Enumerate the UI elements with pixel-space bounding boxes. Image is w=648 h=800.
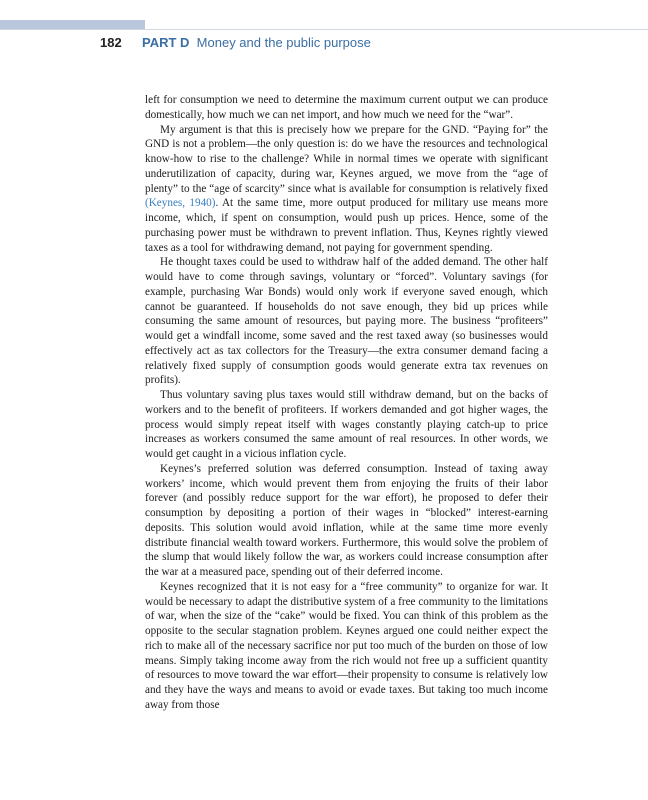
paragraph: Thus voluntary saving plus taxes would still withdraw demand, but on the backs of workers and to the benefit of profiteers. If workers demanded and got higher wages, the process would simply repeat itself with wages constantly playing catch-up to price increases as workers consumed the same amount of real resources. In other words, we would get caught in a vicious inflation cycle. (145, 389, 548, 460)
paragraph: Keynes recognized that it is not easy for a “free community” to organize for war. It would be necessary to adapt the distributive system of a free community to the limitations of war, when the size of the “cake” would be fixed. You can think of this problem as the opposite to the secular stagnation problem. Keynes argued one could neither expect the rich to make all of the necessary sacrifice nor put too much of the burden on those of low means. Simply taking income away from the rich would not free up a sufficient quantity of resources to move toward the war effort—their propensity to consume is relatively low and they have the ways and means to avoid or evade taxes. But taking too much income away from those (145, 580, 548, 711)
part-prefix: PART D (142, 35, 190, 50)
paragraph: My argument is that this is precisely how we prepare for the GND. “Paying for” the GND is not a problem—the only question is: do we have the resources and technological know-how to rise to the challenge? While in normal times we operate with significant underutilization of capacity, during war, Keynes argued, we move from the “age of plenty” to the “age of scarcity” since what is available for consumption is relatively fixed (Keynes, 1940). At the same time, more output produced for military use means more income, which, if spent on consumption, would push up prices. Hence, some of the purchasing power must be withdrawn to prevent inflation. Thus, Keynes rightly viewed taxes as a tool for withdrawing demand, not paying for government spending. (145, 123, 548, 254)
header-rule (0, 29, 648, 30)
paragraph: Keynes’s preferred solution was deferred consumption. Instead of taxing away workers’ income, which would prevent them from enjoying the fruits of their labor forever (and possibly reduce support for the war effort), he proposed to defer their consumption by depositing a portion of their wages in “blocked” interest-earning deposits. This solution would avoid inflation, while at the same time more evenly distribute financial wealth toward workers. Furthermore, this would solve the problem of the slump that would likely follow the war, as workers could increase consumption after the war at a measured pace, spending out of their deferred income. (145, 462, 548, 578)
header-accent-bar (0, 20, 145, 29)
citation-link[interactable]: (Keynes, 1940) (145, 197, 216, 210)
part-title-text: Money and the public purpose (196, 35, 371, 50)
paragraph: He thought taxes could be used to withdraw half of the added demand. The other half would have to come through savings, voluntary or “forced”. Voluntary savings (for example, purchasing War Bonds) would only work if everyone saved enough, which cannot be guaranteed. If households do not save enough, they bid up prices while consuming the same amount of resources, but paying more. The business “profiteers” would get a windfall income, some saved and the rest taxed away (so businesses would effectively act as tax collectors for the Treasury—the extra consumer demand facing a relatively fixed supply of consumption goods would generate extra tax revenues on profits). (145, 256, 548, 387)
part-title (142, 35, 371, 50)
paragraph: left for consumption we need to determine the maximum current output we can produce domestically, how much we can net import, and how much we need for the “war”. (145, 94, 548, 121)
running-header (0, 35, 648, 55)
body-text (145, 93, 548, 713)
page-number: 182 (100, 35, 122, 50)
